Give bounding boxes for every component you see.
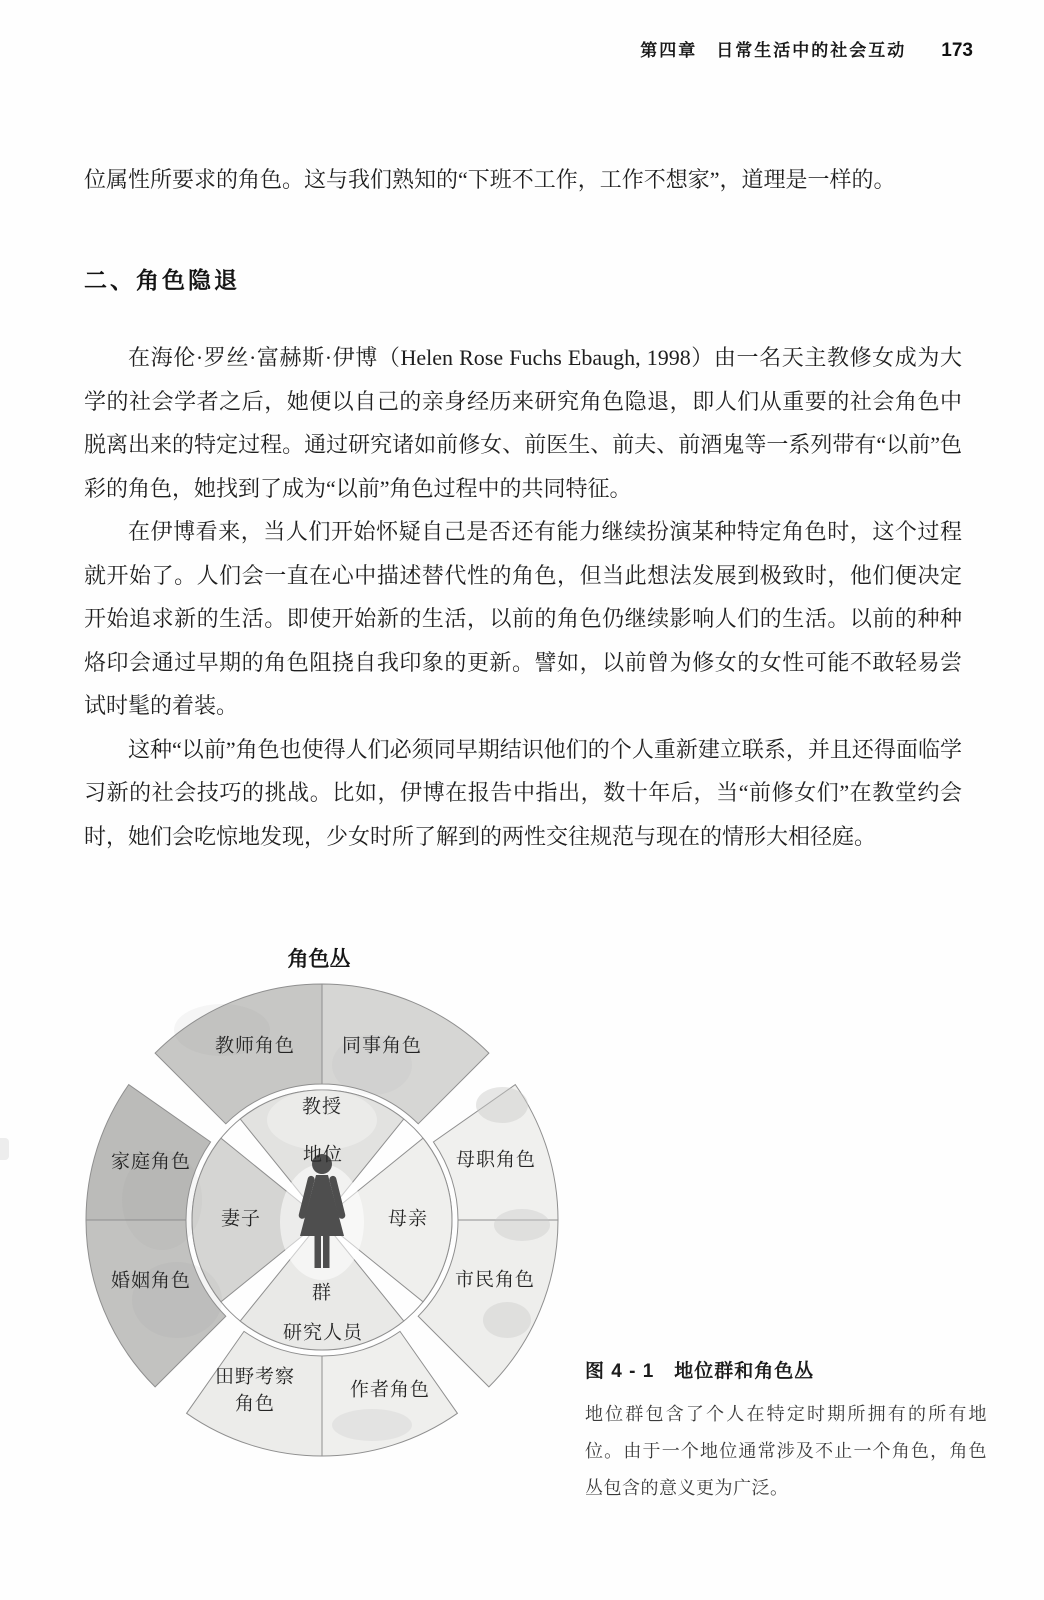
inner-label-status: 地位 — [302, 1144, 344, 1166]
paragraph: 在伊博看来，当人们开始怀疑自己是否还有能力继续扮演某种特定角色时，这个过程就开始了。人们会一直在心中描述替代性的角色，但当此想法发展到极致时，他们便决定开始追求新的生活。即使开始新的生活，以前的角色仍继续影响人们的生活。以前的种种烙印会通过早期的角色阻挠自我印象的更新。譬如，以前曾为修女的女性可能不敢轻易尝试时髦的着装。 — [84, 519, 962, 718]
page-number: 173 — [941, 40, 973, 61]
page-edge-artifact — [0, 1138, 9, 1160]
sector-label-citizen: 市民角色 — [454, 1269, 536, 1291]
running-head — [640, 36, 973, 62]
inner-label-professor: 教授 — [301, 1096, 343, 1118]
paragraph: 这种“以前”角色也使得人们必须同早期结识他们的个人重新建立联系，并且还得面临学习新的社会技巧的挑战。比如，伊博在报告中指出，数十年后，当“前修女们”在教堂约会时，她们会吃惊地发现，少女时所了解到的两性交往规范与现在的情形大相径庭。 — [84, 736, 962, 849]
role-set-graphic — [72, 970, 572, 1470]
sector-label-teacher: 教师角色 — [214, 1035, 296, 1057]
section-heading: 二、角色隐退 — [84, 268, 240, 293]
paragraph: 在海伦·罗丝·富赫斯·伊博（Helen Rose Fuchs Ebaugh, 1998）由一名天主教修女成为大学的社会学者之后，她便以自己的亲身经历来研究角色隐退，即人们从重要的社会角色中脱离出来的特定过程。通过研究诸如前修女、前医生、前夫、前酒鬼等一系列带有“以前”色彩的角色，她找到了成为“以前”角色过程中的共同特征。 — [84, 345, 962, 501]
sector-label-author: 作者角色 — [349, 1379, 431, 1401]
inner-label-mother: 母亲 — [387, 1208, 429, 1230]
figure-caption — [585, 1356, 987, 1507]
figure-4-1-diagram — [72, 948, 572, 1470]
chapter-title: 第四章 日常生活中的社会互动 — [640, 41, 907, 60]
figure-diagram-title: 角色丛 — [287, 948, 351, 971]
sector-label-motherhood: 母职角色 — [455, 1149, 537, 1171]
body-text — [84, 336, 962, 858]
inner-label-wife: 妻子 — [220, 1208, 262, 1230]
inner-label-group: 群 — [311, 1282, 333, 1304]
sector-label-fieldwork: 田野考察角色 — [214, 1366, 295, 1414]
inner-label-researcher: 研究人员 — [282, 1322, 364, 1344]
sector-label-family: 家庭角色 — [110, 1151, 192, 1173]
sector-label-colleague: 同事角色 — [341, 1035, 423, 1057]
paragraph-continuation: 位属性所要求的角色。这与我们熟知的“下班不工作，工作不想家”，道理是一样的。 — [84, 167, 896, 192]
figure-caption-text: 地位群包含了个人在特定时期所拥有的所有地位。由于一个地位通常涉及不止一个角色，角色丛包含的意义更为广泛。 — [585, 1404, 987, 1498]
sector-label-marriage: 婚姻角色 — [110, 1270, 192, 1292]
figure-caption-heading: 图 4 - 1 地位群和角色丛 — [585, 1361, 815, 1382]
